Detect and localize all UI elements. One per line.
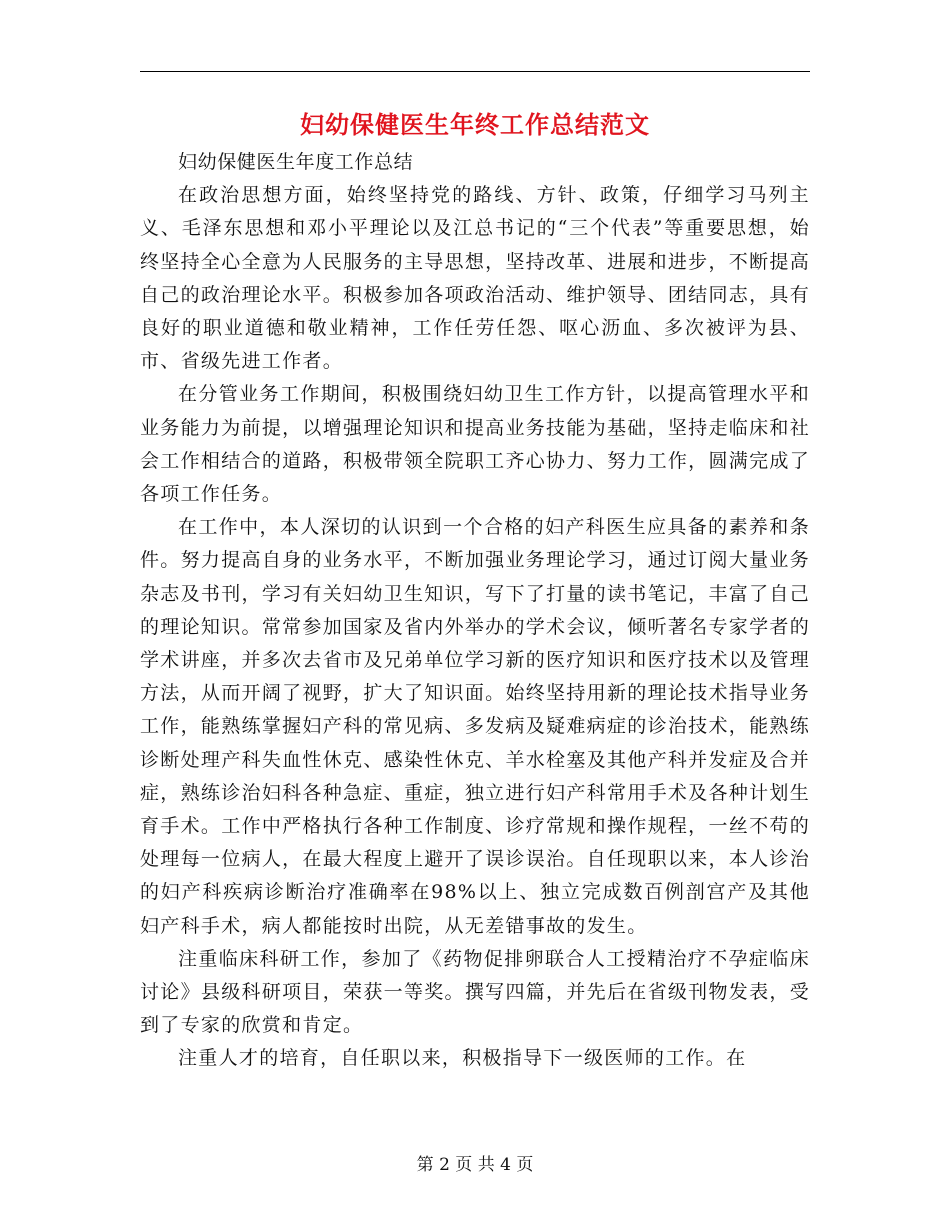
- paragraph-research: 注重临床科研工作，参加了《药物促排卵联合人工授精治疗不孕症临床讨论》县级科研项目，荣获一等奖。撰写四篇，并先后在省级刊物发表，受到了专家的欣赏和肯定。: [140, 947, 810, 1037]
- document-title: 妇幼保健医生年终工作总结范文: [300, 110, 650, 139]
- paragraph-political-thought: 在政治思想方面，始终坚持党的路线、方针、政策，仔细学习马列主义、毛泽东思想和邓小平理论以及江总书记的“三个代表”等重要思想，始终坚持全心全意为人民服务的主导思想，坚持改革、进展和进步，不断提高自己的政治理论水平。积极参加各项政治活动、维护领导、团结同志，具有良好的职业道德和敬业精神，工作任劳任怨、呕心沥血、多次被评为县、市、省级先进工作者。: [140, 184, 810, 373]
- page-number: 第 2 页 共 4 页: [416, 1155, 534, 1175]
- paragraph-clinical-work: 在工作中，本人深切的认识到一个合格的妇产科医生应具备的素养和条件。努力提高自身的业务水平，不断加强业务理论学习，通过订阅大量业务杂志及书刊，学习有关妇幼卫生知识，写下了打量的读书笔记，丰富了自己的理论知识。常常参加国家及省内外举办的学术会议，倾听著名专家学者的学术讲座，并多次去省市及兄弟单位学习新的医疗知识和医疗技术以及管理方法，从而开阔了视野，扩大了知识面。始终坚持用新的理论技术指导业务工作，能熟练掌握妇产科的常见病、多发病及疑难病症的诊治技术，能熟练诊断处理产科失血性休克、感染性休克、羊水栓塞及其他产科并发症及合并症，熟练诊治妇科各种急症、重症，独立进行妇产科常用手术及各种计划生育手术。工作中严格执行各种工作制度、诊疗常规和操作规程，一丝不苟的处理每一位病人，在最大程度上避开了误诊误治。自任现职以来，本人诊治的妇产科疾病诊断治疗准确率在98%以上、独立完成数百例剖宫产及其他妇产科手术，病人都能按时出院，从无差错事故的发生。: [140, 516, 810, 937]
- header-rule: [140, 71, 810, 72]
- document-body: [140, 146, 810, 1076]
- paragraph-business-management: 在分管业务工作期间，积极围绕妇幼卫生工作方针，以提高管理水平和业务能力为前提，以增强理论知识和提高业务技能为基础，坚持走临床和社会工作相结合的道路，积极带领全院职工齐心协力、努力工作，圆满完成了各项工作任务。: [140, 383, 810, 506]
- document-subtitle: 妇幼保健医生年度工作总结: [178, 151, 414, 173]
- paragraph-talent-training: 注重人才的培育，自任职以来，积极指导下一级医师的工作。在: [178, 1047, 747, 1070]
- page-footer: [140, 1152, 810, 1178]
